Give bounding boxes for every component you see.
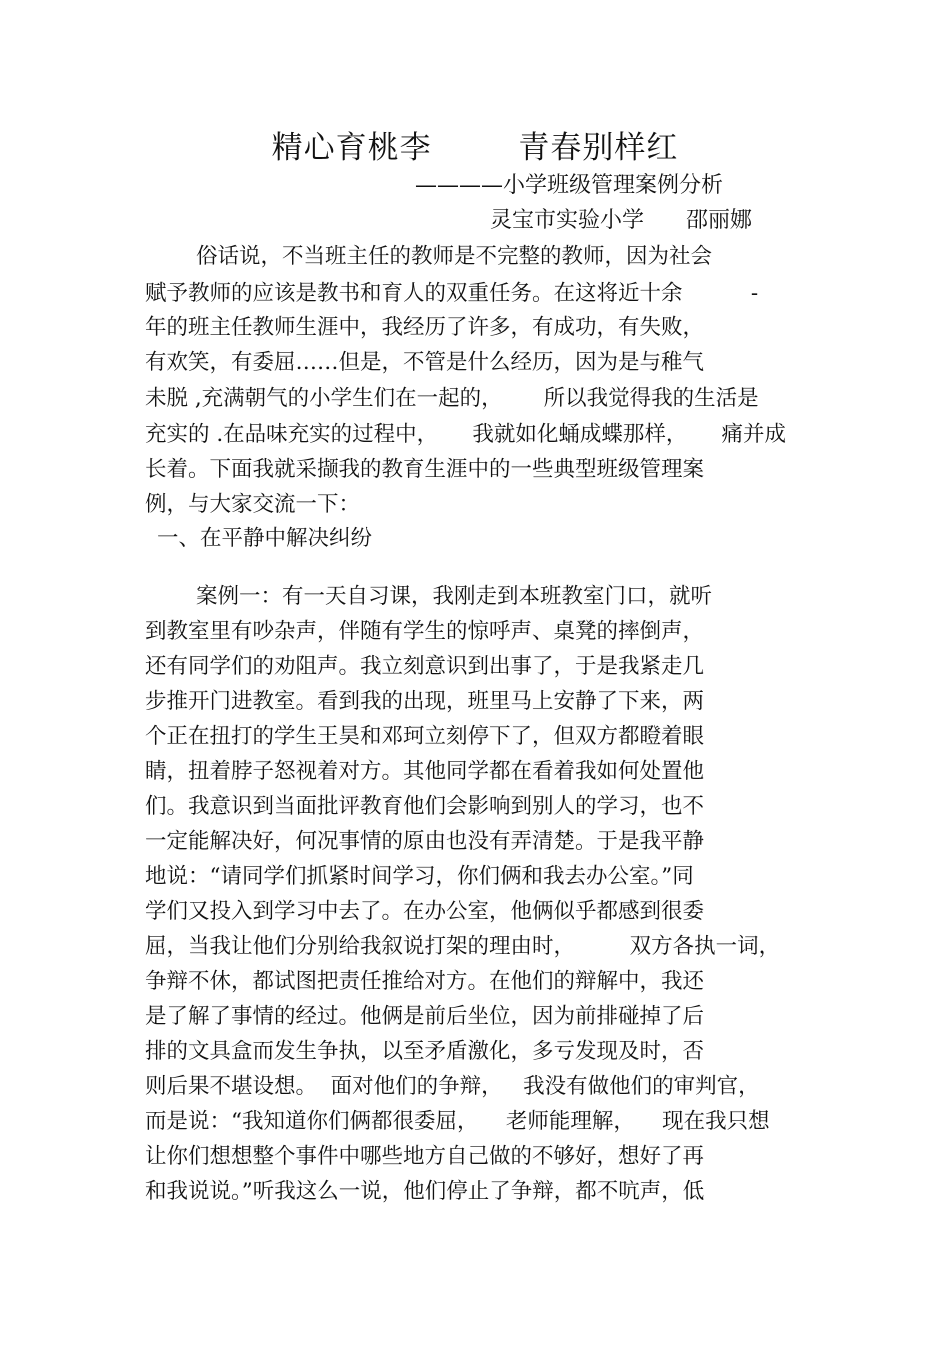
section-heading: 一、在平静中解决纠纷 [157,526,373,551]
paragraph-line: 案例一：有一天自习课，我刚走到本班教室门口，就听 [196,584,713,609]
paragraph-line: 们。我意识到当面批评教育他们会影响到别人的学习，也不 [145,794,705,819]
page-title: 精心育桃李 青春别样红 [271,130,679,166]
paragraph-line: 俗话说，不当班主任的教师是不完整的教师，因为社会 [196,244,713,269]
author-byline: 灵宝市实验小学 邵丽娜 [490,208,752,233]
paragraph-line: 赋予教师的应该是教书和育人的双重任务。在这将近十余 - [145,281,759,306]
paragraph-line: 地说：“请同学们抓紧时间学习，你们俩和我去办公室。”同 [145,864,694,889]
paragraph-line: 而是说：“我知道你们俩都很委屈， 老师能理解， 现在我只想 [145,1109,770,1134]
document-subtitle: ————小学班级管理案例分析 [415,173,724,198]
paragraph-line: 让你们想想整个事件中哪些地方自己做的不够好，想好了再 [145,1144,705,1169]
paragraph-line: 充实的 .在品味充实的过程中， 我就如化蛹成蝶那样， 痛并成 [145,422,787,447]
paragraph-line: 学们又投入到学习中去了。在办公室，他俩似乎都感到很委 [145,899,705,924]
paragraph-line: 个正在扭打的学生王昊和邓珂立刻停下了，但双方都瞪着眼 [145,724,705,749]
paragraph-line: 则后果不堪设想。 面对他们的争辩， 我没有做他们的审判官， [145,1074,760,1099]
paragraph-line: 屈，当我让他们分别给我叙说打架的理由时， 双方各执一词， [145,934,781,959]
paragraph-line: 未脱 ,充满朝气的小学生们在一起的， 所以我觉得我的生活是 [145,386,759,411]
paragraph-line: 步推开门进教室。看到我的出现，班里马上安静了下来，两 [145,689,705,714]
paragraph-line: 一定能解决好，何况事情的原由也没有弄清楚。于是我平静 [145,829,705,854]
paragraph-line: 例，与大家交流一下： [145,492,361,517]
paragraph-line: 年的班主任教师生涯中，我经历了许多，有成功，有失败， [145,315,705,340]
paragraph-line: 睛，扭着脖子怒视着对方。其他同学都在看着我如何处置他 [145,759,705,784]
paragraph-line: 到教室里有吵杂声，伴随有学生的惊呼声、桌凳的摔倒声， [145,619,705,644]
paragraph-line: 争辩不休，都试图把责任推给对方。在他们的辩解中，我还 [145,969,705,994]
paragraph-line: 有欢笑，有委屈……但是，不管是什么经历，因为是与稚气 [145,350,705,375]
paragraph-line: 长着。下面我就采撷我的教育生涯中的一些典型班级管理案 [145,457,705,482]
paragraph-line: 排的文具盒而发生争执，以至矛盾激化，多亏发现及时，否 [145,1039,705,1064]
paragraph-line: 是了解了事情的经过。他俩是前后坐位，因为前排碰掉了后 [145,1004,705,1029]
paragraph-line: 还有同学们的劝阻声。我立刻意识到出事了，于是我紧走几 [145,654,705,679]
paragraph-line: 和我说说。”听我这么一说，他们停止了争辩，都不吭声，低 [145,1179,705,1204]
